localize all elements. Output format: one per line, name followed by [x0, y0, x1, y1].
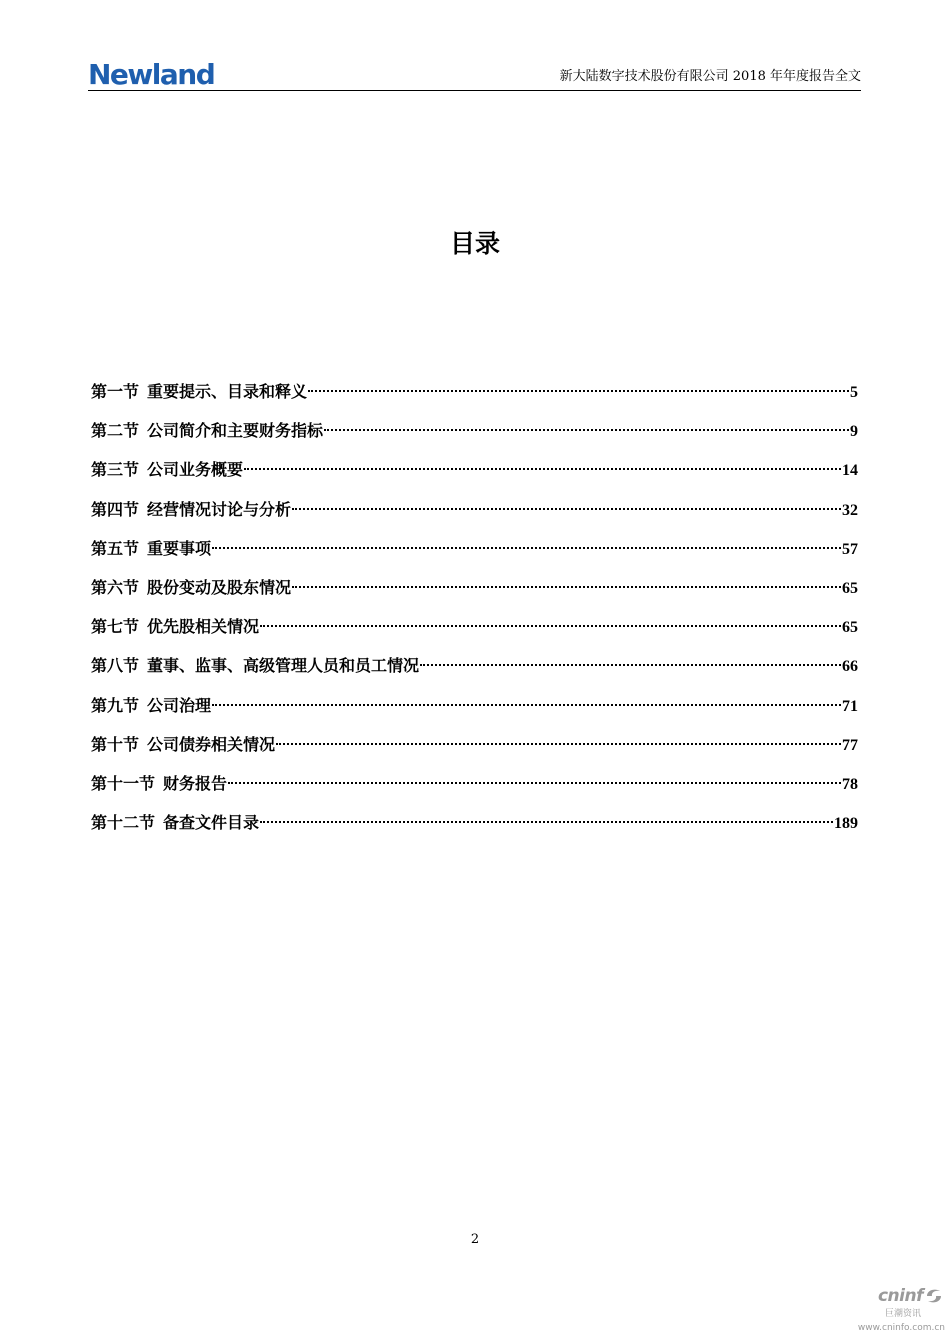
- table-of-contents: [91, 380, 858, 850]
- document-title: 新大陆数字技术股份有限公司 2018 年年度报告全文: [559, 69, 861, 84]
- toc-page-number: 5: [850, 384, 858, 401]
- toc-entry[interactable]: [91, 537, 858, 576]
- toc-section-number: 第九节: [91, 695, 140, 715]
- cninfo-watermark: [855, 1283, 947, 1341]
- toc-page-number: 65: [842, 619, 858, 637]
- toc-entry[interactable]: [91, 733, 858, 772]
- dot-leader: [420, 664, 841, 666]
- toc-section-number: 第二节: [91, 421, 140, 441]
- toc-section-number: 第八节: [91, 656, 140, 676]
- toc-section-number: 第五节: [91, 538, 140, 558]
- toc-entry[interactable]: [91, 772, 858, 811]
- dot-leader: [244, 468, 841, 470]
- dot-leader: [292, 508, 841, 510]
- toc-title: 目录: [449, 229, 500, 258]
- cninfo-swirl-icon: [924, 1287, 944, 1305]
- toc-section-number: 第一节: [91, 382, 140, 401]
- toc-section-title: 优先股相关情况: [147, 617, 260, 637]
- dot-leader: [276, 743, 841, 745]
- watermark-subtitle: 巨潮资讯: [884, 1309, 921, 1319]
- page-header: [88, 58, 861, 91]
- toc-page-number: 57: [842, 540, 858, 558]
- toc-page-number: 14: [842, 462, 858, 480]
- toc-section-number: 第十一节: [91, 773, 156, 793]
- dot-leader: [212, 704, 841, 706]
- dot-leader: [260, 625, 841, 627]
- newland-logo: Newland: [88, 58, 215, 91]
- toc-section-number: 第七节: [91, 617, 140, 637]
- toc-section-title: 公司治理: [147, 695, 212, 715]
- dot-leader: [292, 586, 841, 588]
- toc-page-number: 32: [842, 501, 858, 519]
- toc-page-number: 189: [834, 815, 858, 833]
- page-number: 2: [470, 1232, 480, 1247]
- toc-page-number: 66: [842, 658, 858, 676]
- toc-section-title: 重要提示、目录和释义: [147, 382, 308, 401]
- toc-section-number: 第十节: [91, 734, 140, 754]
- dot-leader: [212, 547, 841, 549]
- toc-section-title: 董事、监事、高级管理人员和员工情况: [147, 656, 420, 676]
- toc-section-title: 经营情况讨论与分析: [147, 499, 292, 519]
- toc-section-title: 财务报告: [163, 773, 228, 793]
- watermark-url: www.cninfo.com.cn: [857, 1323, 945, 1333]
- toc-section-number: 第三节: [91, 460, 140, 480]
- toc-entry[interactable]: [91, 811, 858, 850]
- dot-leader: [324, 429, 849, 431]
- toc-entry[interactable]: [91, 694, 858, 733]
- dot-leader: [228, 782, 841, 784]
- toc-section-title: 公司债券相关情况: [147, 734, 276, 754]
- toc-section-title: 公司简介和主要财务指标: [147, 421, 324, 441]
- toc-page-number: 71: [842, 697, 858, 715]
- toc-entry[interactable]: [91, 380, 858, 419]
- toc-page-number: 9: [850, 423, 858, 441]
- toc-section-number: 第六节: [91, 577, 140, 597]
- toc-entry[interactable]: [91, 654, 858, 693]
- toc-entry[interactable]: [91, 498, 858, 537]
- toc-section-number: 第四节: [91, 499, 140, 519]
- toc-entry[interactable]: [91, 419, 858, 458]
- dot-leader: [308, 390, 849, 392]
- dot-leader: [260, 821, 833, 823]
- toc-section-title: 公司业务概要: [147, 460, 244, 480]
- toc-page-number: 65: [842, 579, 858, 597]
- watermark-brand: cninf: [877, 1286, 923, 1306]
- toc-entry[interactable]: [91, 576, 858, 615]
- toc-section-title: 股份变动及股东情况: [147, 577, 292, 597]
- toc-entry[interactable]: [91, 615, 858, 654]
- toc-entry[interactable]: [91, 458, 858, 497]
- toc-section-number: 第十二节: [91, 813, 156, 833]
- toc-page-number: 77: [842, 736, 858, 754]
- toc-section-title: 重要事项: [147, 538, 212, 558]
- toc-section-title: 备查文件目录: [163, 813, 260, 833]
- toc-page-number: 78: [842, 775, 858, 793]
